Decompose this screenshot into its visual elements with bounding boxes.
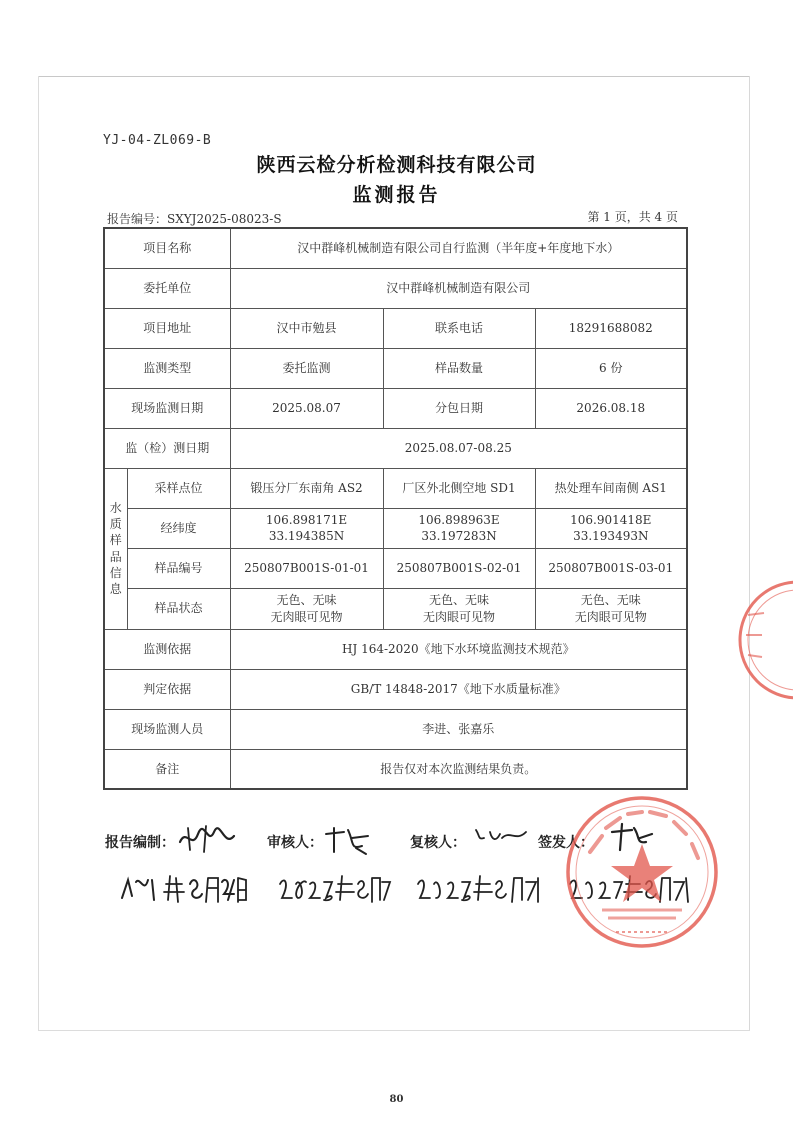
reviewer-signature [322, 824, 372, 858]
sample-state-3: 无色、无味 无肉眼可见物 [535, 588, 687, 629]
sample-number-2: 250807B001S-02-01 [383, 548, 535, 588]
monitoring-basis-value: HJ 164-2020《地下水环境监测技术规范》 [230, 629, 687, 669]
sample-number-1: 250807B001S-01-01 [230, 548, 383, 588]
sample-state-2: 无色、无味 无肉眼可见物 [383, 588, 535, 629]
sample-state-label: 样品状态 [127, 588, 230, 629]
monitor-type-label: 监测类型 [104, 348, 230, 388]
table-row [104, 308, 687, 348]
scan-border-top [38, 76, 750, 77]
compiler-sign-date [118, 872, 248, 906]
report-number: 报告编号：SXYJ2025-08023-S [107, 212, 282, 226]
water-sample-info-label: 水质 样品 信息 [104, 468, 127, 629]
table-row [104, 669, 687, 709]
field-date-value: 2025.08.07 [230, 388, 383, 428]
edge-seal-stamp [728, 575, 793, 705]
table-row [104, 709, 687, 749]
rechecker-sign-date [414, 872, 544, 906]
phone-label: 联系电话 [383, 308, 535, 348]
judgement-basis-label: 判定依据 [104, 669, 230, 709]
subcontract-date-label: 分包日期 [383, 388, 535, 428]
coordinates-2: 106.898963E 33.197283N [383, 508, 535, 548]
project-name-value: 汉中群峰机械制造有限公司自行监测（半年度+年度地下水） [230, 228, 687, 268]
coordinates-3: 106.901418E 33.193493N [535, 508, 687, 548]
sample-state-1: 无色、无味 无肉眼可见物 [230, 588, 383, 629]
sampling-point-label: 采样点位 [127, 468, 230, 508]
coordinates-label: 经纬度 [127, 508, 230, 548]
document-code: YJ-04-ZL069-B [103, 133, 212, 148]
test-date-label: 监（检）测日期 [104, 428, 230, 468]
scan-border-left [38, 76, 39, 1031]
reviewer-label: 审核人： [267, 835, 323, 851]
report-info-table [103, 227, 688, 790]
rechecker-label: 复核人： [410, 835, 466, 851]
subcontract-date-value: 2026.08.18 [535, 388, 687, 428]
judgement-basis-value: GB/T 14848-2017《地下水质量标准》 [230, 669, 687, 709]
client-label: 委托单位 [104, 268, 230, 308]
remark-value: 报告仅对本次监测结果负责。 [230, 749, 687, 789]
sampling-point-1: 锻压分厂东南角 AS2 [230, 468, 383, 508]
table-row [104, 548, 687, 588]
table-row [104, 428, 687, 468]
page-info: 第 1 页，共 4 页 [587, 210, 678, 224]
monitor-type-value: 委托监测 [230, 348, 383, 388]
report-title: 监测报告 [352, 184, 441, 206]
rechecker-signature [470, 822, 530, 848]
company-name: 陕西云检分析检测科技有限公司 [256, 154, 537, 176]
field-staff-label: 现场监测人员 [104, 709, 230, 749]
compiler-label: 报告编制： [105, 835, 175, 851]
address-value: 汉中市勉县 [230, 308, 383, 348]
table-row [104, 749, 687, 789]
sampling-point-2: 厂区外北侧空地 SD1 [383, 468, 535, 508]
table-row [104, 629, 687, 669]
client-value: 汉中群峰机械制造有限公司 [230, 268, 687, 308]
test-date-value: 2025.08.07-08.25 [230, 428, 687, 468]
field-staff-value: 李进、张嘉乐 [230, 709, 687, 749]
table-row [104, 508, 687, 548]
sampling-point-3: 热处理车间南侧 AS1 [535, 468, 687, 508]
remark-label: 备注 [104, 749, 230, 789]
sample-number-3: 250807B001S-03-01 [535, 548, 687, 588]
sample-count-label: 样品数量 [383, 348, 535, 388]
table-row [104, 468, 687, 508]
scan-border-bottom [38, 1030, 750, 1031]
field-date-label: 现场监测日期 [104, 388, 230, 428]
table-row [104, 228, 687, 268]
project-name-label: 项目名称 [104, 228, 230, 268]
company-seal-stamp [562, 792, 722, 952]
sample-number-label: 样品编号 [127, 548, 230, 588]
address-label: 项目地址 [104, 308, 230, 348]
table-row [104, 348, 687, 388]
reviewer-sign-date [276, 872, 394, 906]
table-row [104, 268, 687, 308]
table-row [104, 388, 687, 428]
compiler-signature [176, 822, 238, 854]
issuer-label: 签发人： [538, 835, 594, 851]
table-row [104, 588, 687, 629]
coordinates-1: 106.898171E 33.194385N [230, 508, 383, 548]
scan-border-right [749, 76, 750, 1031]
phone-value: 18291688082 [535, 308, 687, 348]
sample-count-value: 6 份 [535, 348, 687, 388]
monitoring-basis-label: 监测依据 [104, 629, 230, 669]
page-number: 80 [389, 1094, 404, 1105]
